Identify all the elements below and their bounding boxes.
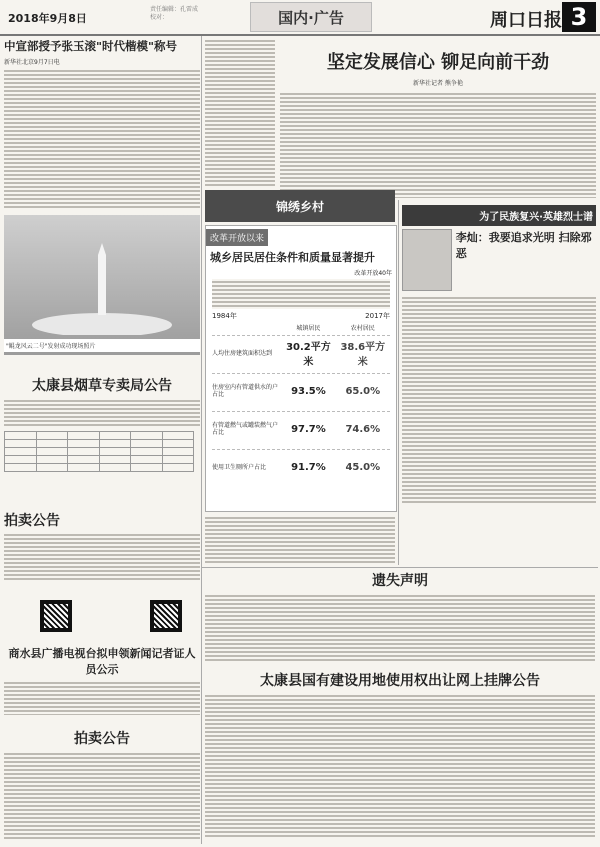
notice-lost-body — [205, 593, 595, 663]
article-confidence-byline: 新华社记者 熊争艳 — [413, 80, 463, 87]
infographic-intro — [212, 279, 390, 309]
masthead — [0, 0, 600, 36]
housing-infographic — [205, 225, 397, 512]
notice-press-card-title: 商水县广播电视台拟申领新闻记者证人员公示 — [8, 647, 196, 676]
hero-title: 李灿：我要追求光明 扫除邪恶 — [455, 231, 592, 260]
stat-rural-value: 45.0% — [345, 461, 381, 473]
rule-left — [201, 36, 202, 844]
stat-rural-value: 38.6平方米 — [340, 342, 386, 368]
article-confidence — [280, 38, 596, 198]
stat-row — [212, 373, 390, 408]
editor-info — [150, 6, 198, 22]
article-hero — [402, 205, 596, 505]
rule-mid — [202, 567, 598, 568]
article-confidence-title: 坚定发展信心 铆足向前干劲 — [326, 52, 550, 73]
stat-row — [212, 449, 390, 484]
stat-label: 有管道燃气或罐装燃气户占比 — [212, 422, 279, 436]
section-title: 国内·广告 — [250, 2, 372, 32]
stat-urban-value: 30.2平方米 — [286, 342, 331, 368]
year-2017: 2017年 — [365, 312, 390, 320]
notice-tobacco-body — [4, 398, 200, 428]
notice-press-card — [4, 645, 200, 715]
stat-urban-value: 97.7% — [291, 423, 326, 435]
stat-label: 人均住房建筑面积达到 — [212, 349, 273, 357]
notice-auction-2-body — [4, 751, 200, 841]
notice-tobacco-title: 太康县烟草专卖局公告 — [32, 378, 172, 394]
notice-auction-2-title: 拍卖公告 — [74, 731, 130, 747]
stat-urban-value: 91.7% — [291, 461, 326, 473]
page-number: 3 — [562, 2, 596, 32]
article-col-mid-body — [205, 515, 395, 565]
rocket-illustration — [4, 215, 200, 335]
notice-auction-1-body — [4, 532, 200, 580]
rocket-caption: "鲲龙风云二号"发射成功现场照片 — [4, 339, 200, 352]
qr-code-1 — [40, 600, 72, 632]
notice-auction-2 — [4, 728, 200, 843]
qr-code-2 — [150, 600, 182, 632]
urban-header: 城镇居民 — [296, 325, 321, 332]
editor-line-2: 校对： — [150, 14, 169, 21]
notice-auction-1 — [4, 510, 200, 610]
notice-lost-title: 遗失声明 — [372, 573, 428, 589]
article-time-model-title: 中宣部授予张玉滚"时代楷模"称号 — [4, 39, 177, 53]
issue-date: 2018年9月8日 — [8, 12, 87, 25]
paper-logo: 周口日报 — [490, 10, 562, 31]
article-confidence-body — [280, 91, 596, 198]
stat-label: 住房室内有管道供水的户占比 — [212, 384, 279, 398]
stat-row — [212, 411, 390, 446]
rule-right — [398, 200, 399, 565]
stat-row — [212, 335, 390, 370]
notice-land-title: 太康县国有建设用地使用权出让网上挂牌公告 — [260, 673, 540, 689]
editor-line-1: 责任编辑：孔雷成 — [150, 6, 199, 13]
stat-urban-value: 93.5% — [291, 385, 326, 397]
notice-land-body — [205, 693, 595, 838]
infographic-years — [212, 311, 390, 321]
article-time-model-byline: 新华社北京9月7日电 — [4, 59, 60, 66]
hero-body — [402, 295, 596, 505]
notice-lost — [205, 570, 595, 665]
infographic-title: 城乡居民居住条件和质量显著提升 — [210, 251, 375, 264]
hero-banner: 为了民族复兴·英雄烈士谱 — [402, 205, 596, 226]
notice-auction-1-title: 拍卖公告 — [4, 513, 60, 529]
hero-portrait — [402, 229, 452, 291]
article-time-model — [4, 38, 200, 208]
year-1984: 1984年 — [212, 312, 237, 320]
stat-rows — [206, 335, 396, 484]
rocket-photo — [4, 215, 200, 355]
notice-tobacco-table — [4, 431, 194, 472]
infographic-banner: 改革开放以来 — [206, 229, 268, 246]
stat-rural-value: 74.6% — [345, 423, 381, 435]
deco-banner: 锦绣乡村 — [205, 190, 395, 222]
article-time-model-body — [4, 68, 200, 208]
infographic-header — [212, 323, 390, 332]
notice-land — [205, 670, 595, 843]
stat-rural-value: 65.0% — [345, 385, 381, 397]
notice-tobacco — [4, 375, 200, 505]
rural-header: 农村居民 — [350, 325, 375, 332]
article-col-2-body — [205, 38, 275, 188]
infographic-subbanner: 改革开放40年 — [354, 270, 392, 277]
notice-press-card-body — [4, 680, 200, 715]
stat-label: 使用卫生厕所户占比 — [212, 463, 267, 471]
